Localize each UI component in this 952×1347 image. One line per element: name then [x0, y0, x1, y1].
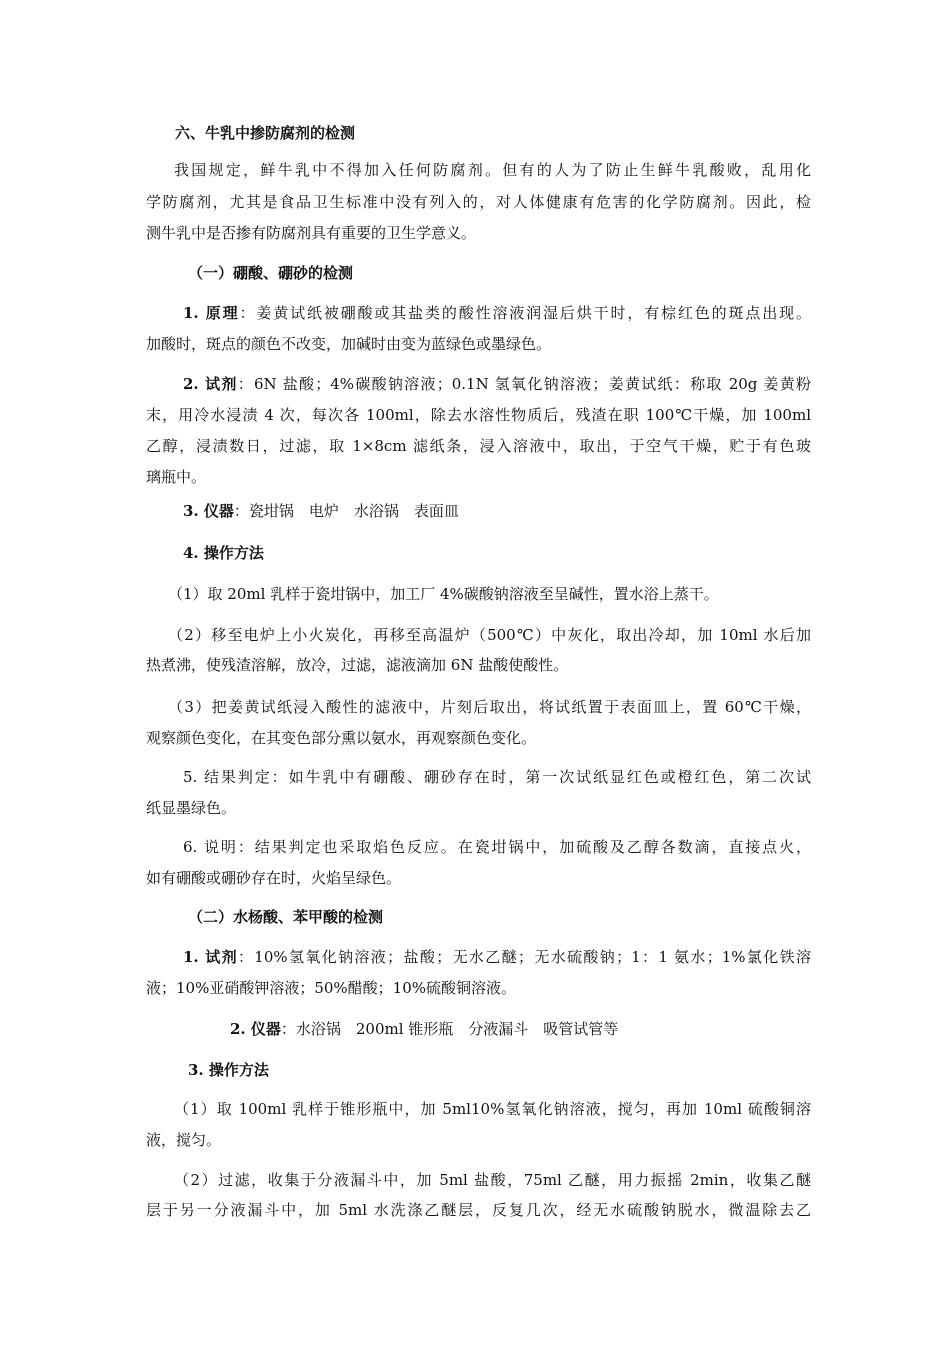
step2-2-line-1: （2）过滤，收集于分液漏斗中，加 5ml 盐酸，75ml 乙醚，用力振摇 2min，收集乙醚: [174, 1171, 811, 1189]
reagent2-line-1: [183, 946, 811, 968]
instrument2-line: [230, 1018, 618, 1040]
instrument-label: 3. 仪器: [183, 502, 234, 520]
reagent-label: 2. 试剂: [183, 375, 238, 393]
reagent2-line-2: 液；10%亚硝酸钾溶液；50%醋酸；10%硫酸铜溶液。: [146, 979, 517, 997]
reagent-line-2: 末，用冷水浸渍 4 次，每次各 100ml，除去水溶性物质后，残渣在职 100℃干燥，加 100ml: [146, 406, 811, 424]
subsection-2-title: （二）水杨酸、苯甲酸的检测: [188, 908, 384, 926]
note-line-1: 6. 说明：结果判定也采取焰色反应。在瓷坩锅中，加硫酸及乙醇各数滴，直接点火，: [183, 838, 811, 856]
principle-text-1: ：姜黄试纸被硼酸或其盐类的酸性溶液润湿后烘干时，有棕红色的斑点出现。: [239, 304, 811, 322]
reagent2-label: 1. 试剂: [183, 948, 238, 966]
step-2-line-2: 热煮沸，使残渣溶解，放冷，过滤，滤液滴加 6N 盐酸使酸性。: [146, 656, 569, 674]
reagent-line-4: 璃瓶中。: [146, 468, 207, 486]
step2-2-line-2: 层于另一分液漏斗中，加 5ml 水洗涤乙醚层，反复几次，经无水硫酸钠脱水，微温除去乙: [146, 1201, 811, 1219]
intro-line-2: 学防腐剂，尤其是食品卫生标准中没有列入的，对人体健康有危害的化学防腐剂。因此，检: [146, 193, 811, 211]
principle-label: 1. 原理: [183, 304, 240, 322]
step2-1-line-1: （1）取 100ml 乳样于锥形瓶中，加 5ml10%氢氧化钠溶液，搅匀，再加 10ml 硫酸铜溶: [174, 1100, 811, 1118]
result-line-2: 纸显墨绿色。: [146, 799, 237, 817]
reagent-line-3: 乙醇，浸渍数日，过滤，取 1×8cm 滤纸条，浸入溶液中，取出，于空气干燥，贮于有色玻: [146, 437, 811, 455]
step-1-line-1: （1）取 20ml 乳样于瓷坩锅中，加工厂 4%碳酸钠溶液至呈碱性，置水浴上蒸干。: [168, 585, 719, 603]
reagent-line-1: [183, 373, 811, 395]
instrument-line: [183, 500, 459, 522]
step-3-line-1: （3）把姜黄试纸浸入酸性的滤液中，片刻后取出，将试纸置于表面皿上，置 60℃干燥，: [168, 698, 811, 716]
method-label: 4. 操作方法: [183, 544, 264, 562]
result-line-1: 5. 结果判定：如牛乳中有硼酸、硼砂存在时，第一次试纸显红色或橙红色，第二次试: [183, 768, 811, 786]
reagent2-text-1: ：10%氢氧化钠溶液；盐酸；无水乙醚；无水硫酸钠；1：1 氨水；1%氯化铁溶: [237, 948, 811, 966]
method2-label: 3. 操作方法: [188, 1061, 269, 1079]
subsection-1-title: （一）硼酸、硼砂的检测: [188, 264, 354, 282]
instrument2-label: 2. 仪器: [230, 1020, 281, 1038]
instrument-text: ：瓷坩锅 电炉 水浴锅 表面皿: [233, 502, 459, 520]
section-title: 六、牛乳中掺防腐剂的检测: [175, 124, 356, 142]
reagent-text-1: ：6N 盐酸；4%碳酸钠溶液；0.1N 氢氧化钠溶液；姜黄试纸：称取 20g 姜黄粉: [237, 375, 811, 393]
principle-line-2: 加酸时，斑点的颜色不改变，加碱时由变为蓝绿色或墨绿色。: [146, 335, 552, 353]
note-line-2: 如有硼酸或硼砂存在时，火焰呈绿色。: [146, 869, 402, 887]
principle-line-1: [183, 302, 811, 324]
intro-line-3: 测牛乳中是否掺有防腐剂具有重要的卫生学意义。: [146, 224, 477, 242]
step2-1-line-2: 液，搅匀。: [146, 1131, 222, 1149]
step-3-line-2: 观察颜色变化，在其变色部分熏以氨水，再观察颜色变化。: [146, 729, 537, 747]
instrument2-text: ：水浴锅 200ml 锥形瓶 分液漏斗 吸管试管等: [280, 1020, 619, 1038]
step-2-line-1: （2）移至电炉上小火炭化，再移至高温炉（500℃）中灰化，取出冷却，加 10ml 水后加: [168, 626, 811, 644]
intro-line-1: 我国规定，鲜牛乳中不得加入任何防腐剂。但有的人为了防止生鲜牛乳酸败，乱用化: [174, 161, 811, 179]
